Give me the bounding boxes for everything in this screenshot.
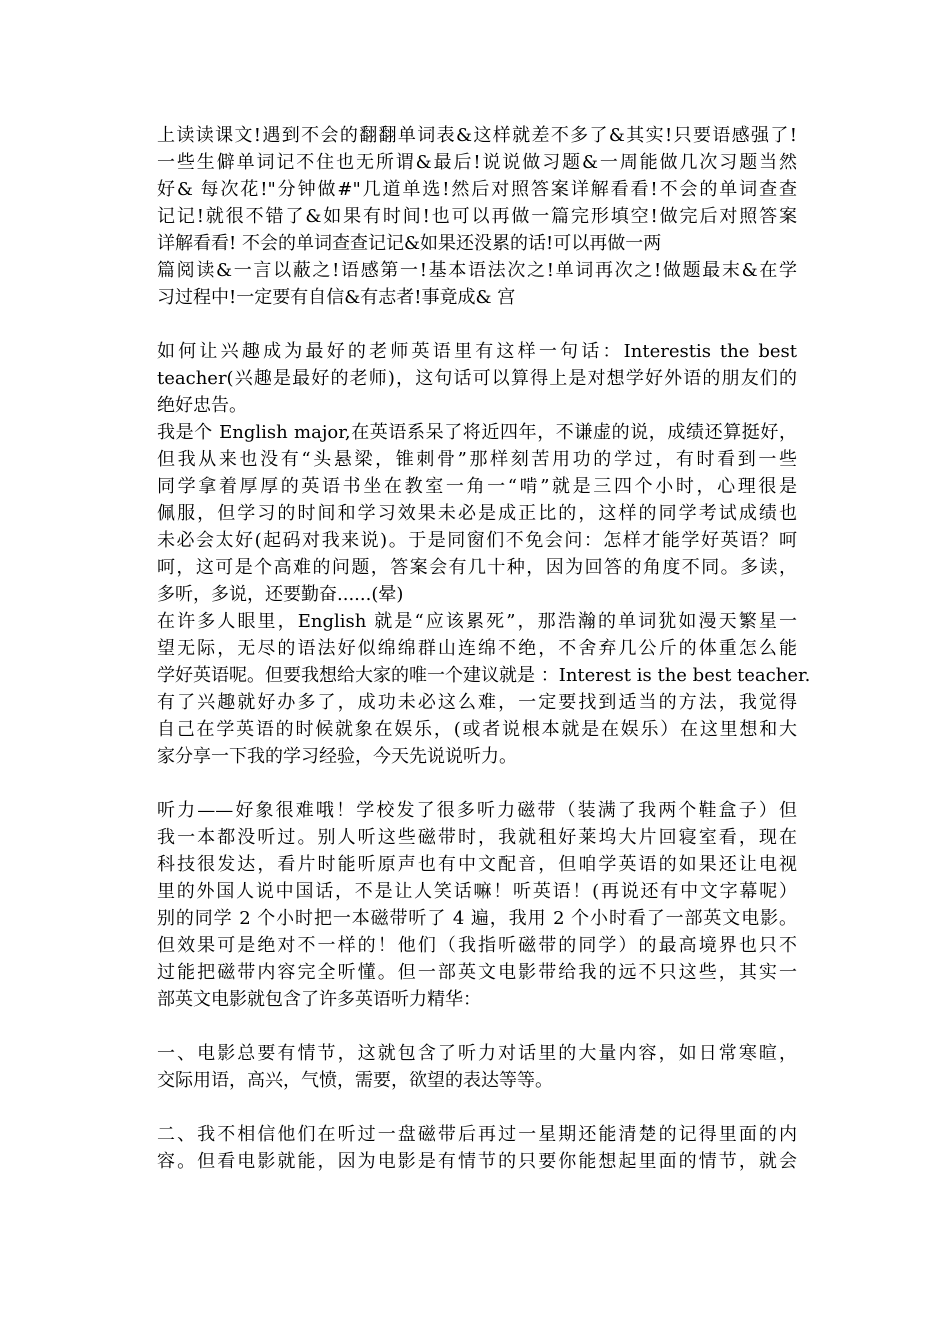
text-line: 我是个 English major,在英语系呆了将近四年，不谦虚的说，成绩还算挺好， xyxy=(157,422,797,443)
text-line: 佩服，但学习的时间和学习效果未必是成正比的，这样的同学考试成绩也 xyxy=(157,503,797,524)
text-line: 绝好忠告。 xyxy=(157,395,247,416)
paragraph-point-two xyxy=(157,1121,797,1175)
text-line: 家分享一下我的学习经验，今天先说说听力。 xyxy=(157,746,517,767)
text-line: 容。但看电影就能，因为电影是有情节的只要你能想起里面的情节，就会 xyxy=(157,1151,797,1172)
text-line: 多听，多说，还要勤奋......(晕) xyxy=(157,584,404,605)
text-line: 望无际，无尽的语法好似绵绵群山连绵不绝，不舍弃几公斤的体重怎么能 xyxy=(157,638,797,659)
text-line: 学好英语呢。但要我想给大家的唯一个建议就是 ：Interest is the best teacher. xyxy=(157,665,811,686)
paragraph-gap xyxy=(157,1013,797,1040)
text-line: 过能把磁带内容完全听懂。但一部英文电影带给我的远不只这些，其实一 xyxy=(157,962,797,983)
text-line: 同学拿着厚厚的英语书坐在教室一角一“啃”就是三四个小时，心理很是 xyxy=(157,476,797,497)
document-page xyxy=(157,122,811,1175)
paragraph-interest-teacher xyxy=(157,338,797,419)
text-line: 篇阅读&一言以蔽之!语感第一!基本语法次之!单词再次之!做题最末&在学 xyxy=(157,260,797,281)
paragraph-study-tips xyxy=(157,122,797,311)
text-line: 好& 每次花!"分钟做#"几道单选!然后对照答案详解看看!不会的单词查查 xyxy=(157,179,797,200)
text-line: 但我从来也没有“头悬梁，锥刺骨”那样刻苦用功的学过，有时看到一些 xyxy=(157,449,797,470)
text-line: 详解看看! 不会的单词查查记记&如果还没累的话!可以再做一两 xyxy=(157,233,662,254)
text-line: 我一本都没听过。别人听这些磁带时，我就租好莱坞大片回寝室看，现在 xyxy=(157,827,797,848)
text-line: 上读读课文!遇到不会的翻翻单词表&这样就差不多了&其实!只要语感强了! xyxy=(157,125,797,146)
text-line: 别的同学 2 个小时把一本磁带听了 4 遍，我用 2 个小时看了一部英文电影。 xyxy=(157,908,797,929)
text-line: 里的外国人说中国话，不是让人笑话嘛！听英语！(再说还有中文字幕呢） xyxy=(157,881,797,902)
text-line: 有了兴趣就好办多了，成功未必这么难，一定要找到适当的方法，我觉得 xyxy=(157,692,797,713)
text-line: 一、电影总要有情节，这就包含了听力对话里的大量内容，如日常寒暄， xyxy=(157,1043,797,1064)
paragraph-gap xyxy=(157,770,797,797)
text-line: teacher(兴趣是最好的老师)，这句话可以算得上是对想学好外语的朋友们的 xyxy=(157,368,797,389)
text-line: 习过程中!一定要有自信&有志者!事竟成& 宫 xyxy=(157,287,516,308)
paragraph-point-one xyxy=(157,1040,797,1094)
text-line: 自己在学英语的时候就象在娱乐，(或者说根本就是在娱乐）在这里想和大 xyxy=(157,719,797,740)
text-line: 记记!就很不错了&如果有时间!也可以再做一篇完形填空!做完后对照答案 xyxy=(157,206,797,227)
text-line: 未必会太好(起码对我来说)。于是同窗们不免会问：怎样才能学好英语？呵 xyxy=(157,530,797,551)
text-line: 一些生僻单词记不住也无所谓&最后!说说做习题&一周能做几次习题当然 xyxy=(157,152,797,173)
paragraph-gap xyxy=(157,311,797,338)
text-line: 在许多人眼里，English 就是“应该累死”，那浩瀚的单词犹如漫天繁星一 xyxy=(157,611,797,632)
paragraph-english-tiring xyxy=(157,608,811,770)
text-line: 部英文电影就包含了许多英语听力精华： xyxy=(157,989,481,1010)
paragraph-listening xyxy=(157,797,797,1013)
text-line: 二、我不相信他们在听过一盘磁带后再过一星期还能清楚的记得里面的内 xyxy=(157,1124,797,1145)
paragraph-english-major xyxy=(157,419,797,608)
text-line: 如何让兴趣成为最好的老师英语里有这样一句话：Interestis the best xyxy=(157,341,797,362)
text-line: 交际用语，高兴，气愤，需要，欲望的表达等等。 xyxy=(157,1070,553,1091)
paragraph-gap xyxy=(157,1094,797,1121)
text-line: 科技很发达，看片时能听原声也有中文配音，但咱学英语的如果还让电视 xyxy=(157,854,797,875)
text-line: 但效果可是绝对不一样的！他们（我指听磁带的同学）的最高境界也只不 xyxy=(157,935,797,956)
text-line: 听力——好象很难哦！学校发了很多听力磁带（装满了我两个鞋盒子）但 xyxy=(157,800,797,821)
text-line: 呵，这可是个高难的问题，答案会有几十种，因为回答的角度不同。多读， xyxy=(157,557,797,578)
